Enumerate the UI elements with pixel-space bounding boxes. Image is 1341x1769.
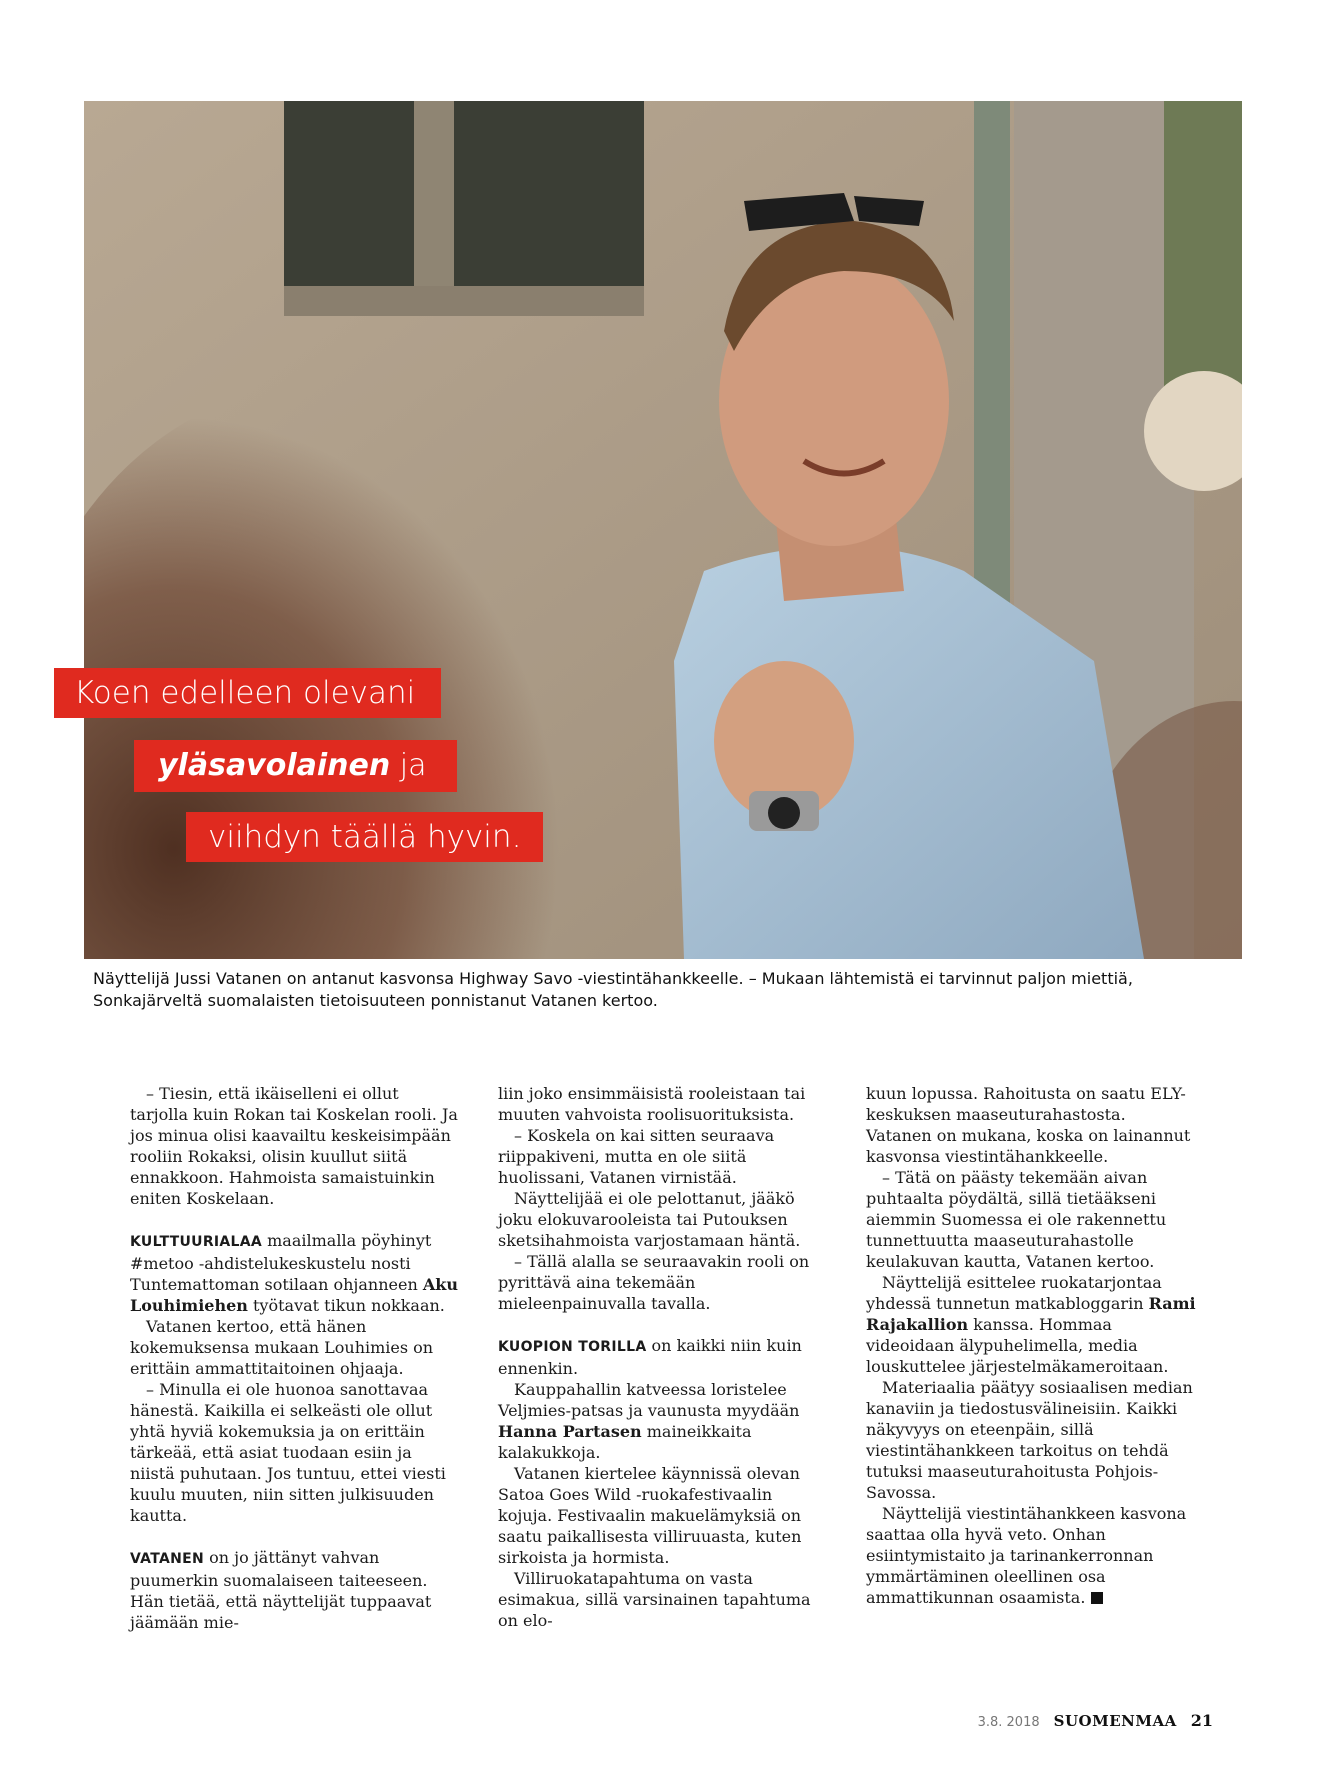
page-footer: [978, 1711, 1213, 1730]
paragraph: – Minulla ei ole huonoa sanottavaa hänestä. Kaikilla ei selkeästi ole ollut yhtä hyviä kokemuksia ja on erittäin tärkeää, että asiat tuodaan esiin ja niistä puhutaan. Jos tuntuu, ettei viesti kuulu muuten, niin sitten julkisuuden kautta.: [130, 1380, 446, 1525]
section-lead: KULTTUURIALAA: [130, 1234, 263, 1250]
person-name: Rami Rajakallion: [866, 1294, 1196, 1334]
paragraph: – Koskela on kai sitten seuraava riippakiveni, mutta en ole siitä huolissani, Vatanen virnistää.: [498, 1126, 775, 1187]
paragraph: – Tiesin, että ikäiselleni ei ollut tarjolla kuin Rokan tai Koskelan rooli. Ja jos minua olisi kaavailtu keskeisimpään rooliin Rokaksi, olisin kuullut siitä ennakkoon. Hahmoista samaistuinkin eniten Koskelaan.: [130, 1084, 458, 1208]
article-column-3: [866, 1083, 1196, 1608]
pull-quote-line-1: [54, 668, 441, 718]
page-number: 21: [1190, 1711, 1213, 1730]
person-name: Aku Louhimiehen: [130, 1275, 458, 1315]
paragraph: Vatanen kertoo, että hänen kokemuksensa mukaan Louhimies on erittäin ammattitaitoinen ohjaaja.: [130, 1317, 434, 1378]
end-mark-icon: [1091, 1592, 1103, 1604]
paragraph: – Tällä alalla se seuraavakin rooli on pyrittävä aina tekemään mieleenpainuvalla tavalla.: [498, 1252, 810, 1313]
section-paragraph: VATANEN on jo jättänyt vahvan puumerkin suomalaiseen taiteeseen. Hän tietää, että näyttelijät tuppaavat jäämään mie-: [130, 1548, 432, 1632]
paragraph: Näyttelijää ei ole pelottanut, jääkö joku elokuvarooleista tai Putouksen sketsihahmoista varjostamaan häntä.: [498, 1189, 801, 1250]
paragraph: Näyttelijä viestintähankkeen kasvona saattaa olla hyvä veto. Onhan esiintymistaito ja tarinankerronnan ymmärtäminen oleellinen osa ammattikunnan osaamista.: [866, 1504, 1187, 1607]
paragraph: kuun lopussa. Rahoitusta on saatu ELY-keskuksen maaseuturahastosta. Vatanen on mukana, koska on lainannut kasvonsa viestintähankkeelle.: [866, 1084, 1191, 1166]
paragraph: Kauppahallin katveessa loristelee Veljmies-patsas ja vaunusta myydään Hanna Partasen maineikkaita kalakukkoja.: [498, 1380, 800, 1462]
paragraph: liin joko ensimmäisistä rooleistaan tai muuten vahvoista roolisuorituksista.: [498, 1084, 806, 1124]
photo-caption: Näyttelijä Jussi Vatanen on antanut kasvonsa Highway Savo -viestintähankkeelle. – Mukaan lähtemistä ei tarvinnut paljon miettiä, Sonkajärveltä suomalaisten tietoisuuteen ponnistanut Vatanen kertoo.: [93, 969, 1133, 1010]
paragraph: Vatanen kiertelee käynnissä olevan Satoa Goes Wild -ruokafestivaalin kojuja. Festivaalin makuelämyksiä on saatu paikallisesta villiruuasta, kuten sirkoista ja hormista.: [498, 1464, 802, 1567]
pull-quote-text-2: ja: [390, 748, 427, 783]
pull-quote-emphasis: yläsavolainen: [158, 748, 391, 783]
pull-quote-text-1: Koen edelleen olevani: [74, 675, 416, 711]
section-lead: VATANEN: [130, 1551, 205, 1567]
section-lead: KUOPION TORILLA: [498, 1339, 647, 1355]
section-paragraph: KULTTUURIALAA maailmalla pöyhinyt #metoo -ahdistelukeskustelu nosti Tuntemattoman sotilaan ohjanneen Aku Louhimiehen työtavat tikun nokkaan.: [130, 1231, 458, 1315]
issue-date: 3.8. 2018: [977, 1715, 1040, 1730]
article-column-1: [130, 1083, 460, 1633]
person-name: Hanna Partasen: [498, 1422, 642, 1441]
article-column-2: [498, 1083, 824, 1631]
publication-name: SUOMENMAA: [1053, 1712, 1177, 1730]
section-paragraph: KUOPION TORILLA on kaikki niin kuin ennenkin.: [498, 1336, 802, 1378]
pull-quote-text-3: viihdyn täällä hyvin.: [208, 819, 522, 855]
paragraph: – Tätä on päästy tekemään aivan puhtaalta pöydältä, sillä tietääkseni aiemmin Suomessa ei ole rakennettu tunnettuutta maaseuturahastolle keulakuvan kautta, Vatanen kertoo.: [866, 1168, 1167, 1271]
paragraph: Näyttelijä esittelee ruokatarjontaa yhdessä tunnetun matkabloggarin Rami Rajakallion kanssa. Hommaa videoidaan älypuhelimella, media louskuttelee järjestelmäkameroitaan.: [866, 1273, 1196, 1376]
pull-quote-line-2: [134, 740, 457, 792]
paragraph: Materiaalia päätyy sosiaalisen median kanaviin ja tiedostusvälineisiin. Kaikki näkyvyys on eteenpäin, sillä viestintähankkeen tarkoitus on tehdä tutuksi maaseuturahoitusta Pohjois-Savossa.: [866, 1378, 1193, 1502]
pull-quote-line-3: [186, 812, 543, 862]
paragraph: Villiruokatapahtuma on vasta esimakua, sillä varsinainen tapahtuma on elo-: [498, 1569, 811, 1630]
